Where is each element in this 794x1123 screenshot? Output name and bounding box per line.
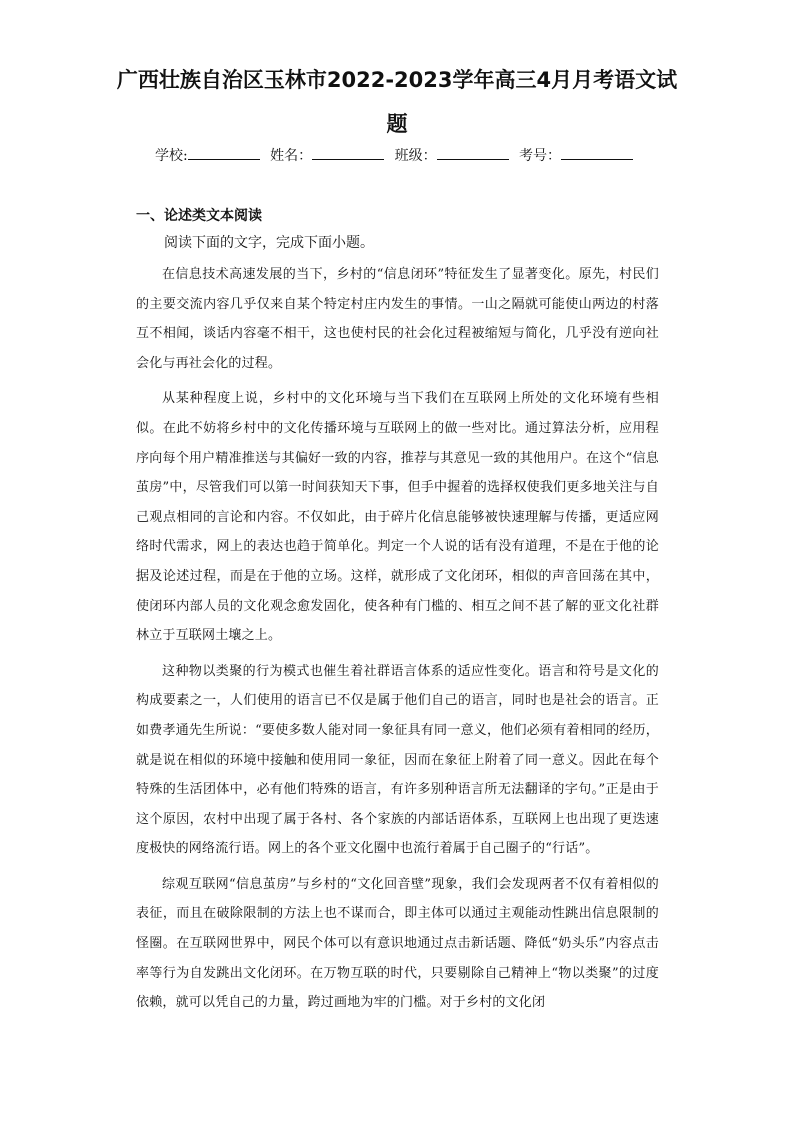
class-blank[interactable] xyxy=(437,144,509,160)
passage-paragraph: 从某种程度上说，乡村中的文化环境与当下我们在互联网上所处的文化环境有些相似。在此不妨将乡村中的文化传播环境与互联网上的做一些对比。通过算法分析，应用程序向每个用户精准推送与其偏好一致的内容，推荐与其意见一致的其他用户。在这个“信息茧房”中，尽管我们可以第一时间获知天下事，但手中握着的选择权使我们更多地关注与自己观点相同的言论和内容。不仅如此，由于碎片化信息能够被快速理解与传播，更适应网络时代需求，网上的表达也趋于简单化。判定一个人说的话有没有道理，不是在于他的论据及论述过程，而是在于他的立场。这样，就形成了文化闭环，相似的声音回荡在其中，使闭环内部人员的文化观念愈发固化，使各种有门槛的、相互之间不甚了解的亚文化社群林立于互联网土壤之上。 xyxy=(136,391,659,644)
student-info-line xyxy=(0,144,794,166)
section-heading: 一、论述类文本阅读 xyxy=(136,208,262,224)
school-blank[interactable] xyxy=(188,144,260,160)
number-blank[interactable] xyxy=(561,144,633,160)
section-instruction: 阅读下面的文字，完成下面小题。 xyxy=(164,235,374,251)
school-label: 学校: xyxy=(154,148,188,164)
passage-paragraph: 在信息技术高速发展的当下，乡村的“信息闭环”特征发生了显著变化。原先，村民们的主要交流内容几乎仅来自某个特定村庄内发生的事情。一山之隔就可能使山两边的村落互不相闻，谈话内容毫不相干，这也使村民的社会化过程被缩短与简化，几乎没有逆向社会化与再社会化的过程。 xyxy=(136,267,659,371)
document-title: 广西壮族自治区玉林市2022-2023学年高三4月月考语文试题 xyxy=(116,68,678,136)
passage-paragraph: 这种物以类聚的行为模式也催生着社群语言体系的适应性变化。语言和符号是文化的构成要素之一，人们使用的语言已不仅是属于他们自己的语言，同时也是社会的语言。正如费孝通先生所说：“要使多数人能对同一象征具有同一意义，他们必须有着相同的经历，就是说在相似的环境中接触和使用同一象征，因而在象征上附着了同一意义。因此在每个特殊的生活团体中，必有他们特殊的语言，有许多别种语言所无法翻译的字句。”正是由于这个原因，农村中出现了属于各村、各个家族的内部话语体系，互联网上也出现了更迭速度极快的网络流行语。网上的各个亚文化圈中也流行着属于自己圈子的“行话”。 xyxy=(136,663,659,857)
passage-paragraph: 综观互联网“信息茧房”与乡村的“文化回音壁”现象，我们会发现两者不仅有着相似的表征，而且在破除限制的方法上也不谋而合，即主体可以通过主观能动性跳出信息限制的怪圈。在互联网世界中，网民个体可以有意识地通过点击新话题、降低“奶头乐”内容点击率等行为自发跳出文化闭环。在万物互联的时代，只要剔除自己精神上“物以类聚”的过度依赖，就可以凭自己的力量，跨过画地为牢的门槛。对于乡村的文化闭 xyxy=(136,876,659,1011)
name-blank[interactable] xyxy=(312,144,384,160)
number-label: 考号： xyxy=(519,148,562,164)
name-label: 姓名： xyxy=(270,148,313,164)
reading-passage xyxy=(136,260,659,1024)
class-label: 班级： xyxy=(394,148,437,164)
